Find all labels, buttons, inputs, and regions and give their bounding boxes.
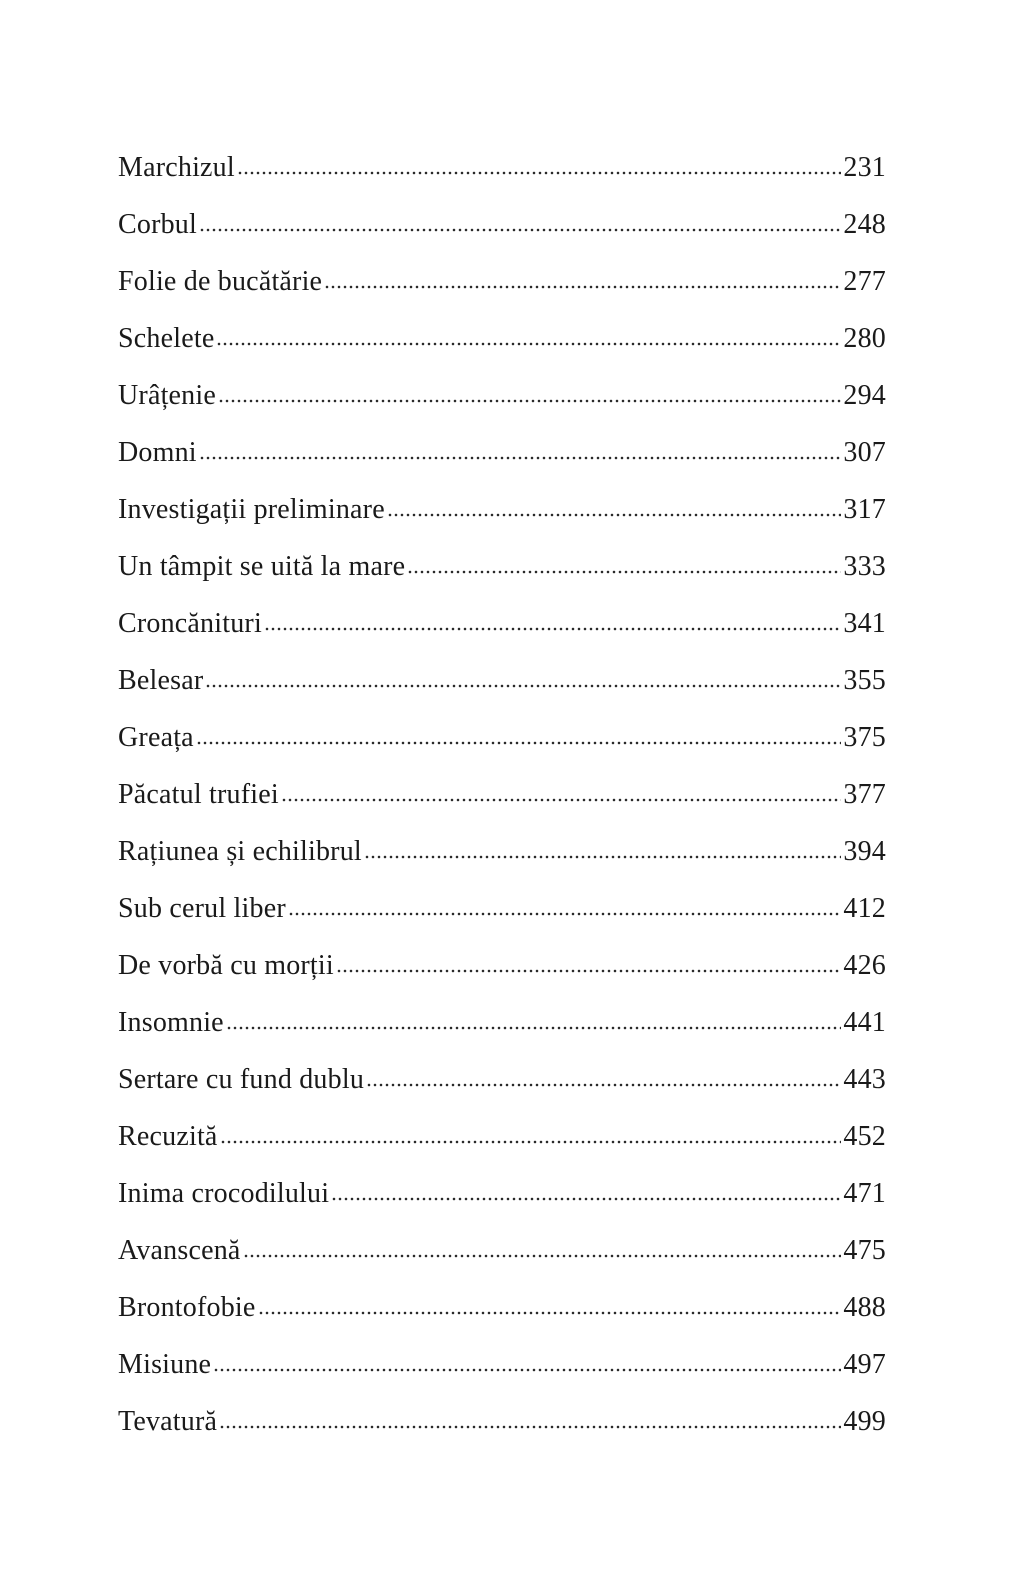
- toc-entry: [118, 262, 886, 319]
- toc-entry-title: Folie de bucătărie: [118, 266, 323, 297]
- dot-leader: [331, 1196, 841, 1202]
- toc-entry: [118, 661, 886, 718]
- toc-entry-title: Brontofobie: [118, 1292, 256, 1323]
- toc-entry: [118, 1003, 886, 1060]
- dot-leader: [196, 740, 842, 746]
- toc-entry-page: 471: [843, 1178, 886, 1209]
- dot-leader: [258, 1310, 842, 1316]
- toc-entry-page: 294: [843, 380, 886, 411]
- dot-leader: [387, 512, 842, 518]
- toc-entry-page: 248: [843, 209, 886, 240]
- dot-leader: [243, 1253, 842, 1259]
- toc-entry: [118, 832, 886, 889]
- toc-entry-page: 499: [843, 1406, 886, 1437]
- toc-entry: [118, 319, 886, 376]
- toc-entry-title: Greața: [118, 722, 194, 753]
- toc-entry-title: Corbul: [118, 209, 197, 240]
- dot-leader: [226, 1025, 842, 1031]
- dot-leader: [199, 227, 841, 233]
- dot-leader: [324, 284, 841, 290]
- toc-entry-title: Misiune: [118, 1349, 212, 1380]
- toc-entry-title: Investigații preliminare: [118, 494, 385, 525]
- toc-entry-title: Sertare cu fund dublu: [118, 1064, 365, 1095]
- toc-entry-page: 317: [843, 494, 886, 525]
- toc-entry-page: 341: [843, 608, 886, 639]
- dot-leader: [407, 569, 841, 575]
- toc-entry: [118, 1402, 886, 1459]
- toc-entry-page: 441: [843, 1007, 886, 1038]
- toc-entry-title: Un tâmpit se uită la mare: [118, 551, 406, 582]
- dot-leader: [366, 1082, 841, 1088]
- dot-leader: [237, 170, 842, 176]
- toc-entry: [118, 889, 886, 946]
- toc-entry-title: Inima crocodilului: [118, 1178, 330, 1209]
- toc-entry-title: Tevatură: [118, 1406, 218, 1437]
- toc-entry-title: Păcatul trufiei: [118, 779, 279, 810]
- toc-entry: [118, 1231, 886, 1288]
- toc-entry: [118, 718, 886, 775]
- toc-entry: [118, 1060, 886, 1117]
- toc-entry-page: 333: [843, 551, 886, 582]
- toc-entry-page: 277: [843, 266, 886, 297]
- toc-entry-page: 452: [843, 1121, 886, 1152]
- toc-entry-title: Sub cerul liber: [118, 893, 286, 924]
- dot-leader: [364, 854, 842, 860]
- dot-leader: [220, 1139, 842, 1145]
- toc-entry: [118, 775, 886, 832]
- toc-entry-title: Croncănituri: [118, 608, 262, 639]
- toc-entry-page: 377: [843, 779, 886, 810]
- toc-entry-page: 497: [843, 1349, 886, 1380]
- toc-entry: [118, 376, 886, 433]
- toc-entry-page: 426: [843, 950, 886, 981]
- toc-entry: [118, 1174, 886, 1231]
- toc-entry-title: Marchizul: [118, 152, 235, 183]
- dot-leader: [213, 1367, 841, 1373]
- toc-entry: [118, 946, 886, 1003]
- toc-entry-page: 394: [843, 836, 886, 867]
- toc-entry-page: 375: [843, 722, 886, 753]
- toc-entry-title: Recuzită: [118, 1121, 218, 1152]
- toc-entry-title: Schelete: [118, 323, 215, 354]
- toc-entry: [118, 604, 886, 661]
- toc-entry-page: 231: [843, 152, 886, 183]
- dot-leader: [219, 1424, 841, 1430]
- toc-entry-page: 443: [843, 1064, 886, 1095]
- toc-entry-title: Rațiunea și echilibrul: [118, 836, 362, 867]
- dot-leader: [288, 911, 842, 917]
- toc-entry: [118, 148, 886, 205]
- dot-leader: [218, 398, 841, 404]
- toc-entry: [118, 1345, 886, 1402]
- toc-entry-page: 307: [843, 437, 886, 468]
- table-of-contents: [118, 148, 886, 1459]
- dot-leader: [336, 968, 842, 974]
- dot-leader: [216, 341, 841, 347]
- toc-entry: [118, 490, 886, 547]
- toc-entry-title: De vorbă cu morții: [118, 950, 334, 981]
- toc-entry-title: Belesar: [118, 665, 204, 696]
- toc-entry-page: 412: [843, 893, 886, 924]
- dot-leader: [281, 797, 842, 803]
- toc-entry: [118, 1117, 886, 1174]
- toc-entry: [118, 205, 886, 262]
- toc-entry-title: Insomnie: [118, 1007, 224, 1038]
- dot-leader: [199, 455, 842, 461]
- toc-entry: [118, 433, 886, 490]
- toc-entry-page: 488: [843, 1292, 886, 1323]
- toc-entry-page: 355: [843, 665, 886, 696]
- dot-leader: [205, 683, 841, 689]
- dot-leader: [264, 626, 841, 632]
- toc-entry-title: Domni: [118, 437, 197, 468]
- toc-entry-title: Avanscenă: [118, 1235, 241, 1266]
- toc-entry: [118, 1288, 886, 1345]
- toc-entry-page: 280: [843, 323, 886, 354]
- toc-entry: [118, 547, 886, 604]
- toc-entry-title: Urâțenie: [118, 380, 216, 411]
- toc-entry-page: 475: [843, 1235, 886, 1266]
